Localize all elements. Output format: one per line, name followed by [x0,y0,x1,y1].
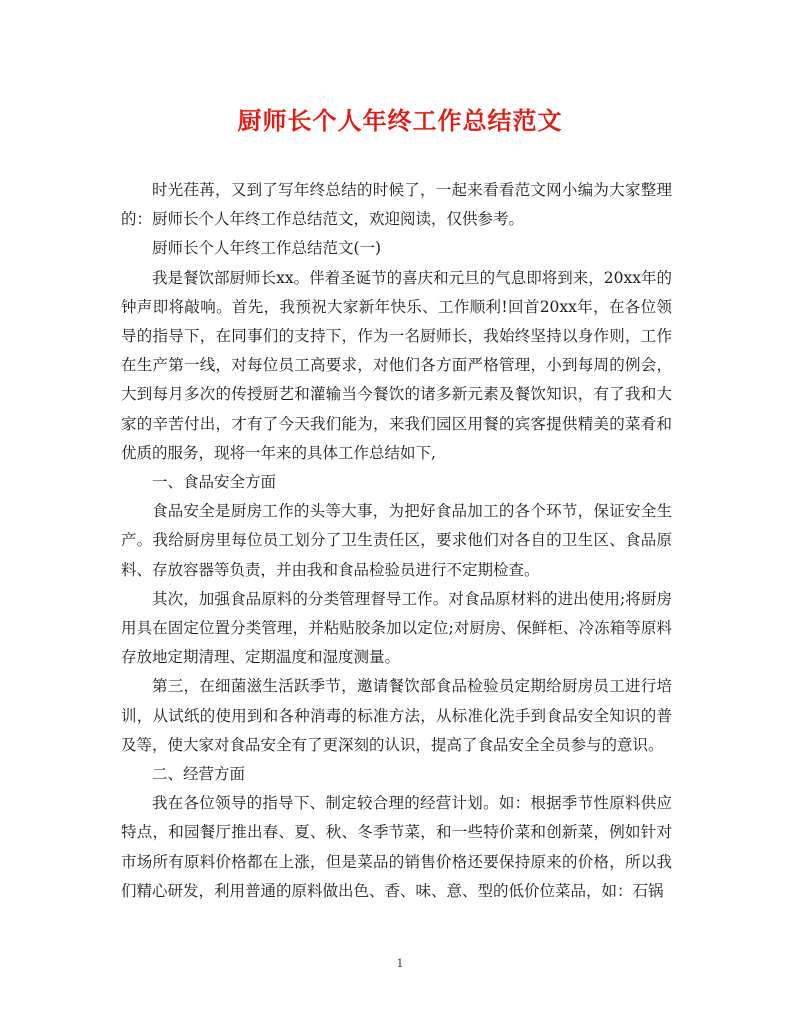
body-paragraph: 我在各位领导的指导下、制定较合理的经营计划。如：根据季节性原料供应特点，和园餐厅推出春、夏、秋、冬季节菜，和一些特价菜和创新菜，例如针对市场所有原料价格都在上涨，但是菜品的销售价格还要保持原来的价格，所以我们精心研发，利用普通的原料做出色、香、味、意、型的低价位菜品，如：石锅 [121,794,672,900]
heading-food-safety: 一、食品安全方面 [152,473,277,492]
document-title: 厨师长个人年终工作总结范文 [237,106,563,135]
body-paragraph: 我是餐饮部厨师长xx。伴着圣诞节的喜庆和元旦的气息即将到来，20xx年的钟声即将敲响。首先，我预祝大家新年快乐、工作顺利!回首20xx年，在各位领导的指导下，在同事们的支持下，作为一名厨师长，我始终坚持以身作则，工作在生产第一线，对每位员工高要求，对他们各方面严格管理，小到每周的例会，大到每月多次的传授厨艺和灌输当今餐饮的诸多新元素及餐饮知识，有了我和大家的辛苦付出，才有了今天我们能为，来我们园区用餐的宾客提供精美的菜肴和优质的服务，现将一年来的具体工作总结如下, [121,268,672,462]
section-subtitle: 厨师长个人年终工作总结范文(一) [152,239,382,258]
heading-operations: 二、经营方面 [152,765,246,784]
body-paragraph: 食品安全是厨房工作的头等大事，为把好食品加工的各个环节，保证安全生产。我给厨房里每位员工划分了卫生责任区，要求他们对各自的卫生区、食品原料、存放容器等负责，并由我和食品检验员进行不定期检查。 [121,502,672,579]
intro-paragraph: 时光荏苒，又到了写年终总结的时候了，一起来看看范文网小编为大家整理的：厨师长个人年终工作总结范文，欢迎阅读，仅供参考。 [121,181,672,229]
body-paragraph: 其次，加强食品原料的分类管理督导工作。对食品原材料的进出使用;将厨房用具在固定位置分类管理，并粘贴胶条加以定位;对厨房、保鲜柜、冷冻箱等原料存放地定期清理、定期温度和湿度测量。 [121,589,672,667]
body-paragraph: 第三，在细菌滋生活跃季节，邀请餐饮部食品检验员定期给厨房员工进行培训，从试纸的使用到和各种消毒的标准方法，从标准化洗手到食品安全知识的普及等，使大家对食品安全有了更深刻的认识，提高了食品安全全员参与的意识。 [121,677,672,754]
page-number: 1 [396,957,404,970]
document-body [121,176,672,906]
